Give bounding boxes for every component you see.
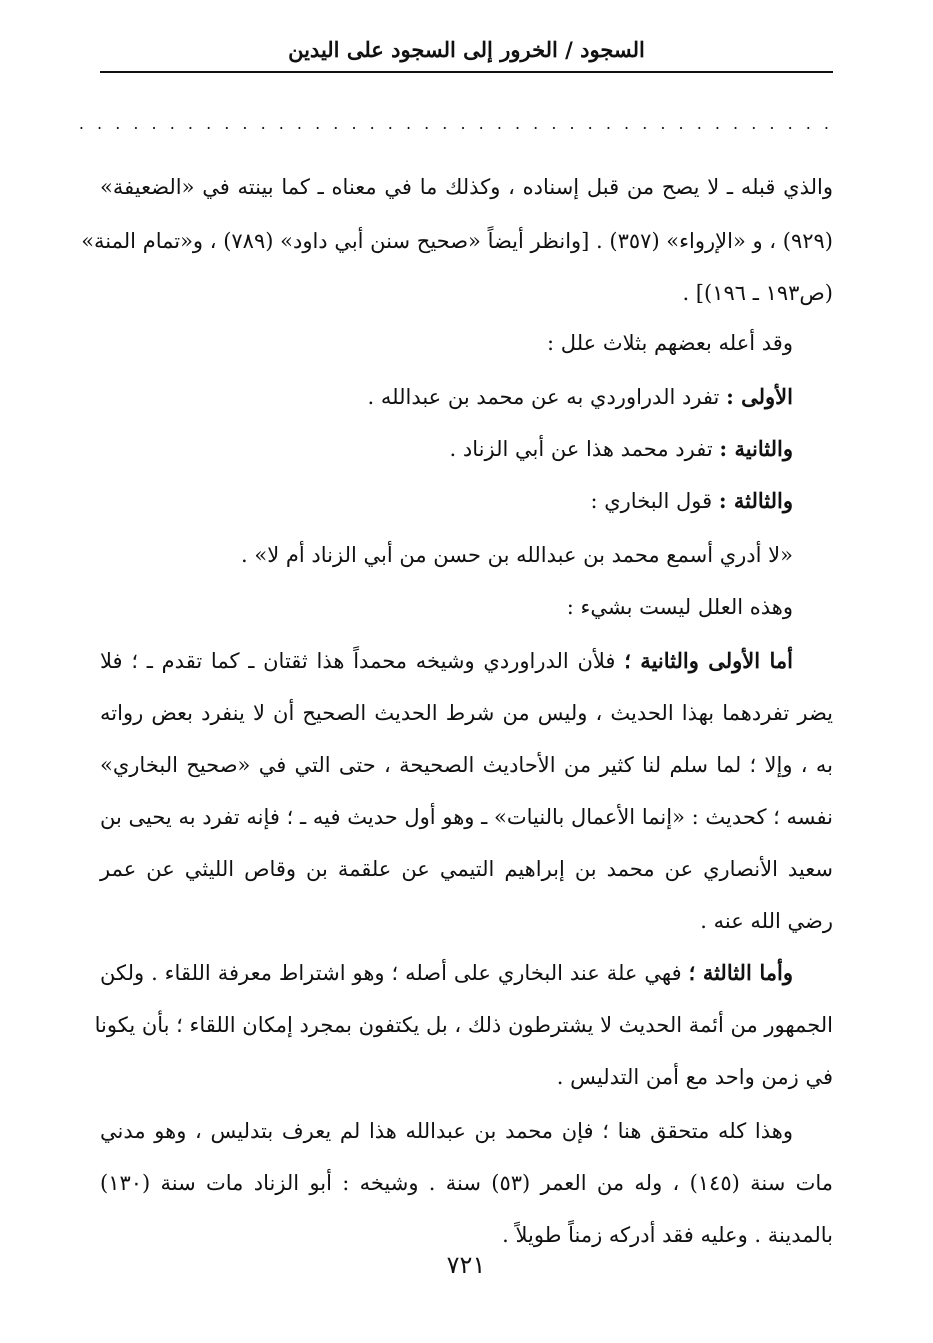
paragraph-line xyxy=(100,422,833,476)
quotation-line: «لا أدري أسمع محمد بن عبدالله بن حسن من أبي الزناد أم لا» . xyxy=(241,543,793,567)
paragraph-line: في زمن واحد مع أمن التدليس . xyxy=(556,1065,833,1089)
line-text: تفرد محمد هذا عن أبي الزناد . xyxy=(449,437,720,461)
paragraph-line: وهذا كله متحقق هنا ؛ فإن محمد بن عبدالله هذا لم يعرف بتدليس ، وهو مدني xyxy=(100,1119,793,1143)
line-text: قول البخاري : xyxy=(590,489,719,513)
paragraph-line: مات سنة (١٤٥) ، وله من العمر (٥٣) سنة . وشيخه : أبو الزناد مات سنة (١٣٠) xyxy=(100,1171,833,1195)
paragraph-line: يضر تفردهما بهذا الحديث ، وليس من شرط الحديث الصحيح أن لا ينفرد بعض رواته xyxy=(100,701,833,725)
paragraph-line xyxy=(100,474,833,528)
page-number: ٧٢١ xyxy=(446,1251,486,1279)
running-header: السجود / الخرور إلى السجود على اليدين xyxy=(288,37,645,62)
paragraph-line: رضي الله عنه . xyxy=(700,909,833,933)
paragraph-line xyxy=(100,946,833,1000)
bold-lead: الأولى : xyxy=(726,384,793,409)
paragraph-line: وقد أعله بعضهم بثلاث علل : xyxy=(547,331,793,355)
paragraph-line xyxy=(100,370,833,424)
paragraph-line: به ، وإلا ؛ لما سلم لنا كثير من الأحاديث الصحيحة ، حتى التي في «صحيح البخاري» xyxy=(100,753,833,777)
paragraph-line: نفسه ؛ كحديث : «إنما الأعمال بالنيات» ـ وهو أول حديث فيه ـ ؛ فإنه تفرد به يحيى بن xyxy=(100,805,833,829)
paragraph-line: الجمهور من أئمة الحديث لا يشترطون ذلك ، بل يكتفون بمجرد إمكان اللقاء ؛ بأن يكونا xyxy=(94,1013,833,1037)
line-text: فهي علة عند البخاري على أصله ؛ وهو اشتراط معرفة اللقاء . ولكن xyxy=(100,961,689,985)
paragraph-line: بالمدينة . وعليه فقد أدركه زمناً طويلاً . xyxy=(502,1223,833,1247)
bold-lead: أما الأولى والثانية ؛ xyxy=(624,648,793,673)
paragraph-line: (ص١٩٣ ـ ١٩٦)] . xyxy=(682,281,833,305)
bold-lead: والثانية : xyxy=(719,436,793,461)
header-rule xyxy=(100,71,833,73)
line-text: فلأن الدراوردي وشيخه محمداً هذا ثقتان ـ كما تقدم ـ ؛ فلا xyxy=(100,649,625,673)
paragraph-line: والذي قبله ـ لا يصح من قبل إسناده ، وكذلك ما في معناه ـ كما بينته في «الضعيفة» xyxy=(100,175,833,199)
line-text: تفرد الدراوردي به عن محمد بن عبدالله . xyxy=(367,385,727,409)
bold-lead: وأما الثالثة ؛ xyxy=(688,960,793,985)
bold-lead: والثالثة : xyxy=(718,488,793,513)
paragraph-line: (٩٢٩) ، و «الإرواء» (٣٥٧) . [وانظر أيضاً «صحيح سنن أبي داود» (٧٨٩) ، و«تمام المنة» xyxy=(81,229,833,253)
paragraph-line xyxy=(100,634,833,688)
paragraph-line: سعيد الأنصاري عن محمد بن إبراهيم التيمي عن علقمة بن وقاص الليثي عن عمر xyxy=(100,857,833,881)
paragraph-line: وهذه العلل ليست بشيء : xyxy=(566,595,793,619)
dotted-separator: . . . . . . . . . . . . . . . . . . . . . . . . . . . . . . . . . . . . . . . . . . xyxy=(78,114,833,133)
